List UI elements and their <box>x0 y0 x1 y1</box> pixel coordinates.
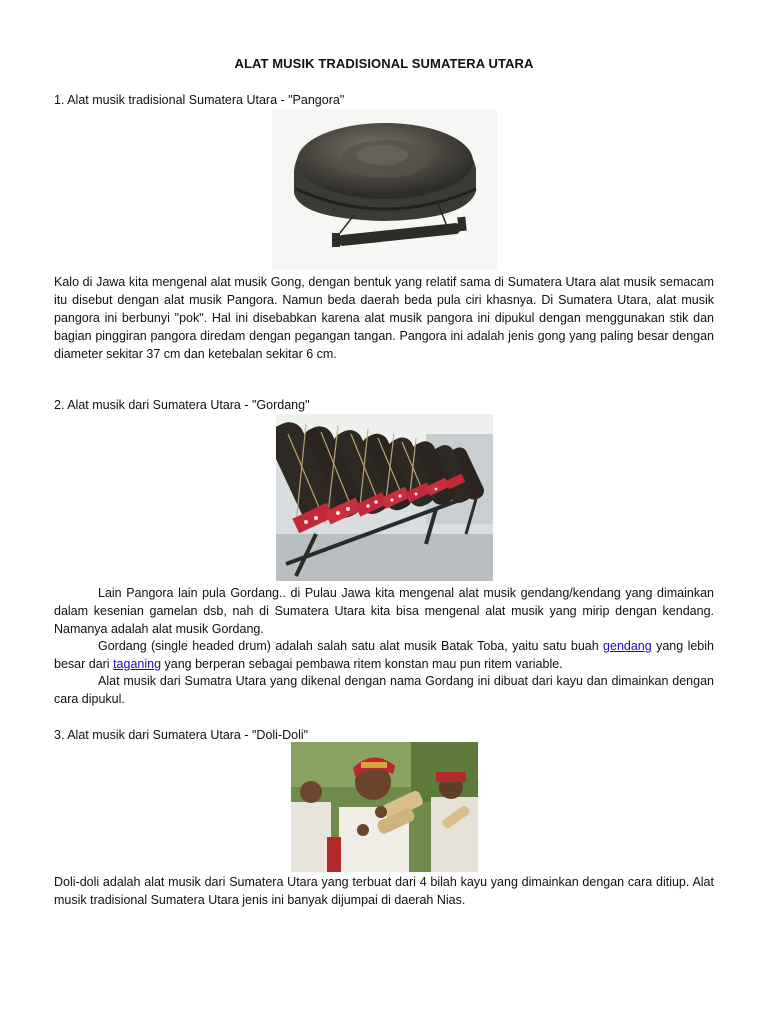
link-gendang[interactable]: gendang <box>603 639 652 653</box>
section-2-text: yang lebih besar dari <box>54 639 714 671</box>
section-1-heading: 1. Alat musik tradisional Sumatera Utara - "Pangora" <box>54 93 345 107</box>
section-2-paragraph-3: Alat musik dari Sumatra Utara yang dikenal dengan nama Gordang ini dibuat dari kayu dan dimainkan dengan cara dipukul. <box>54 674 714 706</box>
section-2-paragraph-1: Lain Pangora lain pula Gordang.. di Pulau Jawa kita mengenal alat musik gendang/kendang yang dimainkan dalam kesenian gamelan dsb, nah di Sumatera Utara kita bisa mengenal alat musik yang mirip dengan kendang. Namanya adalah alat musik Gordang. <box>54 586 714 636</box>
section-3-paragraph: Doli-doli adalah alat musik dari Sumatera Utara yang terbuat dari 4 bilah kayu yang dimainkan dengan cara ditiup. Alat musik tradisional Sumatera Utara jenis ini banyak dijumpai di daerah Nias. <box>54 875 714 907</box>
section-2-paragraph-2 <box>54 637 714 673</box>
section-3-heading: 3. Alat musik dari Sumatera Utara - "Doli-Doli" <box>54 728 309 742</box>
section-1-paragraph: Kalo di Jawa kita mengenal alat musik Gong, dengan bentuk yang relatif sama di Sumatera Utara alat musik semacam itu disebut dengan alat musik Pangora. Namun beda daerah beda pula ciri khasnya. Di Sumatera Utara, alat musik pangora ini berbunyi "pok". Hal ini disebabkan karena alat musik pangora ini dipukul dengan menggunakan stik dan bagian pinggiran pangora diredam dengan pegangan tangan. Pangora ini adalah jenis gong yang paling besar dengan diameter sekitar 37 cm dan ketebalan sekitar 6 cm. <box>54 275 714 361</box>
gong-image <box>272 109 497 270</box>
document-title: ALAT MUSIK TRADISIONAL SUMATERA UTARA <box>234 56 534 71</box>
drums-image <box>276 414 493 581</box>
players-image <box>291 742 478 872</box>
section-2-heading: 2. Alat musik dari Sumatera Utara - "Gordang" <box>54 398 310 412</box>
link-taganing[interactable]: taganing <box>113 657 162 671</box>
section-2-text: Gordang (single headed drum) adalah salah satu alat musik Batak Toba, yaitu satu buah <box>98 639 604 653</box>
section-2-text: yang berperan sebagai pembawa ritem konstan mau pun ritem variable. <box>161 657 563 671</box>
